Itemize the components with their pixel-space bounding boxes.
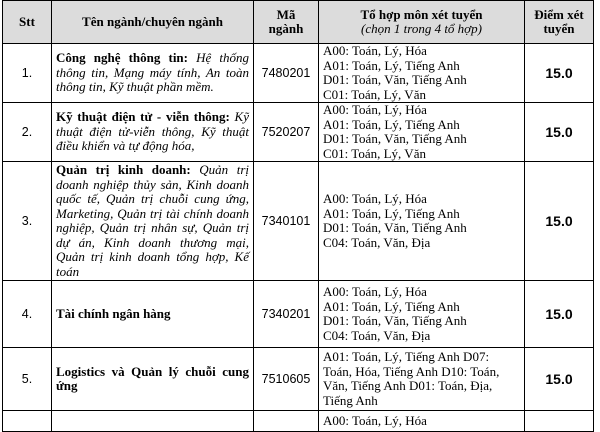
combo-line: D01: Toán, Văn, Tiếng Anh [323, 131, 467, 146]
row-major [52, 103, 254, 162]
table-row [3, 162, 594, 281]
row-stt [3, 411, 52, 432]
row-score: 15.0 [525, 281, 594, 348]
row-combos [319, 281, 525, 348]
row-score: 15.0 [525, 103, 594, 162]
combo-line: A01: Toán, Lý, Tiếng Anh [323, 116, 460, 132]
row-stt: 3. [3, 162, 52, 281]
row-stt: 4. [3, 281, 52, 348]
major-name: Logistics và Quản lý chuỗi cung ứng [56, 363, 249, 393]
row-stt: 5. [3, 348, 52, 411]
row-major [52, 44, 254, 103]
combo-line: C01: Toán, Lý, Văn [323, 86, 426, 102]
row-code: 7520207 [254, 103, 319, 162]
combo-line: D01: Toán, Văn, Tiếng Anh [323, 220, 467, 235]
row-score: 15.0 [525, 162, 594, 281]
row-stt: 2. [3, 103, 52, 162]
row-combos [319, 44, 525, 103]
row-score [525, 411, 594, 432]
header-code: Mã ngành [254, 1, 319, 44]
row-major [52, 348, 254, 411]
row-combos: A01: Toán, Lý, Tiếng Anh D07: Toán, Hóa, Tiếng Anh D10: Toán, Văn, Tiếng Anh D01: Toán, Địa, Tiếng Anh [319, 348, 525, 411]
row-score: 15.0 [525, 348, 594, 411]
table-row [3, 281, 594, 348]
combo-line: A00: Toán, Lý, Hóa [323, 412, 427, 428]
table-row [3, 44, 594, 103]
row-code: 7340101 [254, 162, 319, 281]
header-row [3, 1, 594, 44]
combo-line: A00: Toán, Lý, Hóa [323, 191, 427, 206]
row-combos [319, 103, 525, 162]
combo-line: A00: Toán, Lý, Hóa [323, 102, 427, 117]
header-combo [319, 1, 525, 44]
major-name: Công nghệ thông tin: [56, 50, 188, 66]
major-detail: Kỹ thuật điện tử-viễn thông, Kỹ thuật điều khiển và tự động hóa, [56, 109, 249, 154]
row-combos [319, 411, 525, 432]
table-row-partial [3, 411, 594, 432]
table-row [3, 103, 594, 162]
major-detail: Quản trị doanh nghiệp thủy sản, Kinh doanh quốc tế, Quản trị chuỗi cung ứng, Marketing, Quản trị tài chính doanh nghiệp, Quản trị nhân sự, Quản trị dự án, Kinh doanh thương mại, Quản trị kinh doanh tổng hợp, Kế toán [56, 162, 250, 279]
row-score: 15.0 [525, 44, 594, 103]
combo-line: A01: Toán, Lý, Tiếng Anh [323, 57, 460, 73]
combo-line: A01: Toán, Lý, Tiếng Anh [323, 205, 460, 221]
combo-line: C04: Toán, Văn, Địa [323, 234, 431, 250]
row-code: 7480201 [254, 44, 319, 103]
combo-line: A00: Toán, Lý, Hóa [323, 43, 427, 58]
major-name: Quản trị kinh doanh: [56, 162, 191, 177]
row-code: 7340201 [254, 281, 319, 348]
row-combos [319, 162, 525, 281]
major-name: Tài chính ngân hàng [56, 305, 171, 321]
header-stt: Stt [3, 1, 52, 44]
row-code: 7510605 [254, 348, 319, 411]
admission-table [2, 0, 594, 432]
header-combo-title: Tổ hợp môn xét tuyển [360, 7, 483, 22]
header-score: Điểm xét tuyển [525, 1, 594, 44]
combo-line: A00: Toán, Lý, Hóa [323, 284, 427, 299]
combo-line: A01: Toán, Lý, Tiếng Anh [323, 298, 460, 314]
table-row [3, 348, 594, 411]
row-major [52, 162, 254, 281]
header-combo-subtitle: (chọn 1 trong 4 tổ hợp) [361, 21, 482, 36]
row-major [52, 411, 254, 432]
row-stt: 1. [3, 44, 52, 103]
row-major [52, 281, 254, 348]
combo-line: C01: Toán, Lý, Văn [323, 145, 426, 161]
header-major: Tên ngành/chuyên ngành [52, 1, 254, 44]
combo-line: D01: Toán, Văn, Tiếng Anh [323, 72, 467, 87]
combo-line: C04: Toán, Văn, Địa [323, 327, 431, 343]
row-code [254, 411, 319, 432]
combo-line: D01: Toán, Văn, Tiếng Anh [323, 313, 467, 328]
major-detail: Hệ thống thông tin, Mạng máy tính, An toàn thông tin, Kỹ thuật phần mềm. [56, 50, 249, 95]
major-name: Kỹ thuật điện tử - viễn thông: [56, 109, 230, 125]
